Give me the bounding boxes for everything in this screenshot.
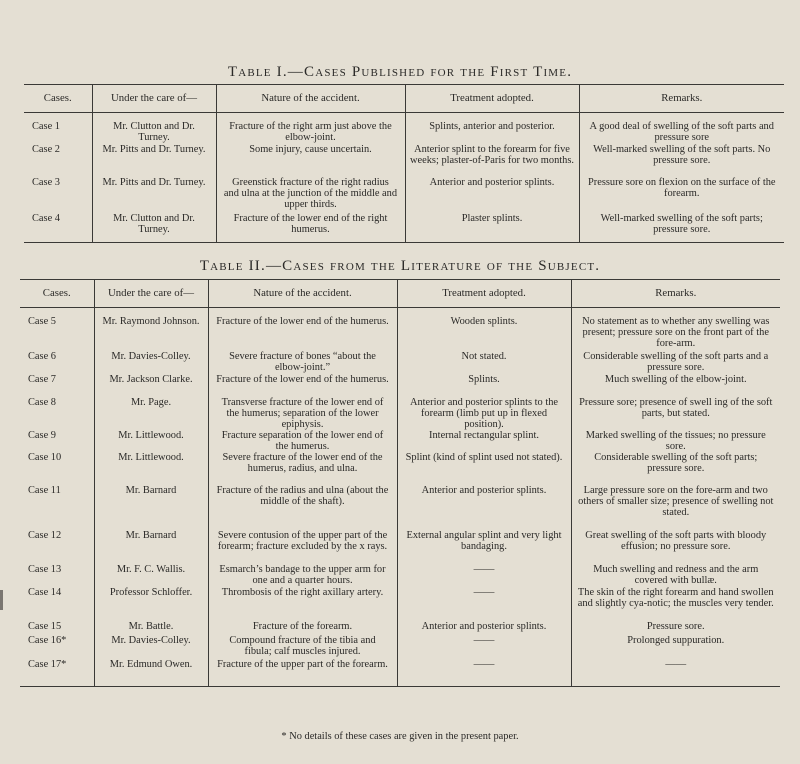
accident-cell: Fracture of the lower end of the humerus. [208,308,397,351]
case-cell: Case 11 [28,484,61,496]
column-header: Treatment adopted. [405,85,579,113]
case-cell: Case 6 [28,350,56,362]
table-row [20,530,780,564]
accident-cell: Thrombosis of the right axillary artery. [208,587,397,621]
case-cell: Case 16* [28,634,67,646]
surgeon-cell: Mr. Battle. [94,621,208,635]
column-header: Under the care of— [94,280,208,308]
column-header: Treatment adopted. [397,280,571,308]
footnote: * No details of these cases are given in the present paper. [281,731,519,742]
table-row [20,635,780,659]
case-cell: Case 9 [28,429,56,441]
treatment-cell: Anterior and posterior splints. [397,621,571,635]
accident-cell: Fracture separation of the lower end of the humerus. [208,430,397,452]
table2-title: Table II.—Cases from the Literature of the Subject. [199,258,601,274]
treatment-cell: Anterior and posterior splints. [405,177,579,213]
accident-cell: Fracture of the right arm just above the elbow-joint. [216,113,405,144]
remarks-cell: Considerable swelling of the soft parts; pressure sore. [571,452,780,485]
treatment-cell: Splint (kind of splint used not stated). [397,452,571,485]
column-header: Nature of the accident. [208,280,397,308]
table1-header-row [24,85,784,113]
accident-cell: Greenstick fracture of the right radius and ulna at the junction of the middle and upper thirds. [216,177,405,213]
table-row [20,485,780,530]
accident-cell: Transverse fracture of the lower end of the humerus; separation of the lower epiphysis. [208,397,397,430]
surgeon-cell: Mr. Barnard [94,485,208,530]
case-cell: Case 5 [28,316,56,327]
table2 [20,279,780,687]
surgeon-cell: Mr. Pitts and Dr. Turney. [92,177,216,213]
treatment-cell: Wooden splints. [397,308,571,351]
surgeon-cell: Mr. Pitts and Dr. Turney. [92,144,216,177]
surgeon-cell: Professor Schloffer. [94,587,208,621]
page-edge-mark [0,590,3,610]
table2-header-row [20,280,780,308]
table-row [20,351,780,374]
table1 [24,84,784,243]
table-row [20,397,780,430]
column-header: Cases. [24,85,92,113]
remarks-cell: Pressure sore. [571,621,780,635]
remarks-cell: Well-marked swelling of the soft parts; pressure sore. [579,213,784,243]
treatment-cell: Anterior and posterior splints. [397,485,571,530]
accident-cell: Severe contusion of the upper part of the forearm; fracture excluded by the x rays. [208,530,397,564]
case-cell: Case 13 [28,563,62,575]
accident-cell: Fracture of the radius and ulna (about the middle of the shaft). [208,485,397,530]
table1-title: Table I.—Cases Published for the First Time. [227,64,573,80]
accident-cell: Severe fracture of bones “about the elbow-joint.” [208,351,397,374]
case-cell: Case 15 [28,620,62,632]
case-cell: Case 7 [28,373,56,385]
accident-cell: Compound fracture of the tibia and fibula; calf muscles injured. [208,635,397,659]
table-row [20,587,780,621]
remarks-cell: Well-marked swelling of the soft parts. No pressure sore. [579,144,784,177]
treatment-cell: Plaster splints. [405,213,579,243]
surgeon-cell: Mr. Clutton and Dr. Turney. [92,113,216,144]
table-row [20,374,780,397]
accident-cell: Fracture of the forearm. [208,621,397,635]
column-header: Nature of the accident. [216,85,405,113]
accident-cell: Some injury, cause uncertain. [216,144,405,177]
surgeon-cell: Mr. Littlewood. [94,452,208,485]
treatment-cell: —— [397,587,571,621]
treatment-cell: Anterior and posterior splints to the forearm (limb put up in flexed position). [397,397,571,430]
case-cell: Case 17* [20,659,94,687]
remarks-cell: Considerable swelling of the soft parts and a pressure sore. [571,351,780,374]
remarks-cell: Pressure sore; presence of swell ing of the soft parts, but stated. [571,397,780,430]
case-cell: Case 10 [28,451,62,463]
column-header: Remarks. [579,85,784,113]
case-cell: Case 4 [24,213,92,243]
surgeon-cell: Mr. Clutton and Dr. Turney. [92,213,216,243]
table-row [20,659,780,687]
treatment-cell: Not stated. [397,351,571,374]
remarks-cell: Large pressure sore on the fore-arm and two others of smaller size; presence of swelling not stated. [571,485,780,530]
table-row [24,177,784,213]
remarks-cell: The skin of the right forearm and hand swollen and slightly cya-notic; the muscles very tender. [571,587,780,621]
remarks-cell: Great swelling of the soft parts with bloody effusion; no pressure sore. [571,530,780,564]
case-cell: Case 14 [28,586,62,598]
treatment-cell: Internal rectangular splint. [397,430,571,452]
table-row [24,144,784,177]
surgeon-cell: Mr. Barnard [94,530,208,564]
remarks-cell: Much swelling and redness and the arm covered with bullæ. [571,564,780,587]
surgeon-cell: Mr. Jackson Clarke. [94,374,208,397]
case-cell: Case 1 [32,121,60,132]
case-cell: Case 12 [28,529,62,541]
surgeon-cell: Mr. Edmund Owen. [94,659,208,687]
case-cell: Case 8 [28,396,56,408]
remarks-cell: Much swelling of the elbow-joint. [571,374,780,397]
surgeon-cell: Mr. F. C. Wallis. [94,564,208,587]
table-row [20,430,780,452]
column-header: Cases. [20,280,94,308]
remarks-cell: Prolonged suppuration. [571,635,780,659]
surgeon-cell: Mr. Page. [94,397,208,430]
column-header: Remarks. [571,280,780,308]
treatment-cell: External angular splint and very light bandaging. [397,530,571,564]
table-row [20,308,780,351]
surgeon-cell: Mr. Littlewood. [94,430,208,452]
surgeon-cell: Mr. Raymond Johnson. [94,308,208,351]
remarks-cell: Pressure sore on flexion on the surface of the forearm. [579,177,784,213]
accident-cell: Esmarch’s bandage to the upper arm for one and a quarter hours. [208,564,397,587]
case-cell: Case 3 [32,176,60,188]
treatment-cell: Splints, anterior and posterior. [405,113,579,144]
table-row [20,452,780,485]
remarks-cell: A good deal of swelling of the soft parts and pressure sore [579,113,784,144]
treatment-cell: —— [397,659,571,687]
remarks-cell: —— [571,659,780,687]
accident-cell: Severe fracture of the lower end of the humerus, radius, and ulna. [208,452,397,485]
table-row [24,213,784,243]
treatment-cell: Anterior splint to the forearm for five weeks; plaster-of-Paris for two months. [405,144,579,177]
table-row [20,621,780,635]
accident-cell: Fracture of the lower end of the humerus. [208,374,397,397]
table-row [20,564,780,587]
treatment-cell: Splints. [397,374,571,397]
treatment-cell: —— [397,564,571,587]
surgeon-cell: Mr. Davies-Colley. [94,351,208,374]
column-header: Under the care of— [92,85,216,113]
surgeon-cell: Mr. Davies-Colley. [94,635,208,659]
table-row [24,113,784,144]
remarks-cell: No statement as to whether any swelling was present; pressure sore on the front part of the fore-arm. [571,308,780,351]
accident-cell: Fracture of the upper part of the forearm. [208,659,397,687]
remarks-cell: Marked swelling of the tissues; no pressure sore. [571,430,780,452]
treatment-cell: —— [397,635,571,659]
accident-cell: Fracture of the lower end of the right humerus. [216,213,405,243]
case-cell: Case 2 [32,143,60,155]
